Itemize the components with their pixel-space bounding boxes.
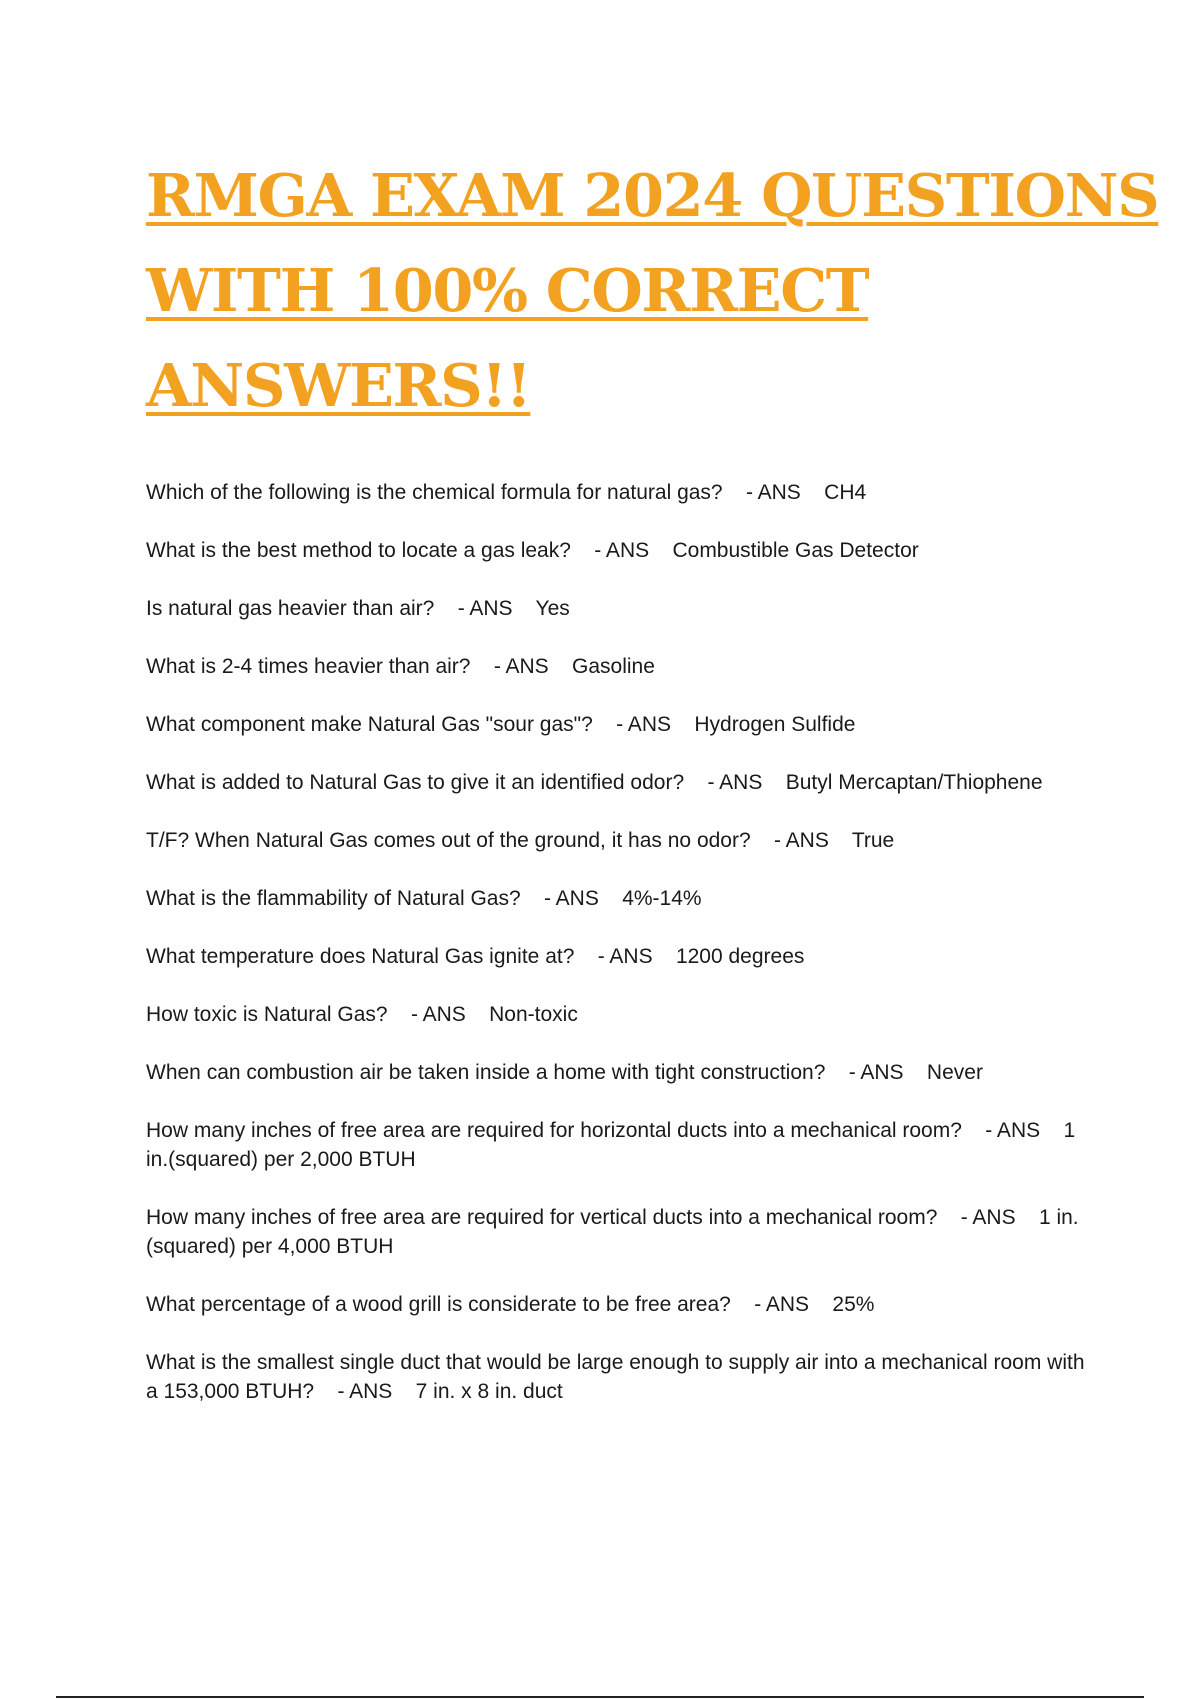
answer-text: Yes — [535, 597, 570, 620]
answer-text: 7 in. x 8 in. duct — [415, 1380, 563, 1403]
title-text: ANSWERS!! — [146, 351, 531, 420]
question-text: Is natural gas heavier than air? — [146, 597, 435, 620]
question-text: What temperature does Natural Gas ignite at? — [146, 945, 575, 968]
title-line — [146, 338, 1106, 433]
question-text: What is the smallest single duct that would be large enough to supply air into a mechanical room with a 153,000 BTUH? — [146, 1351, 1085, 1403]
qa-item — [146, 768, 1086, 797]
answer-marker: - ANS — [337, 1380, 393, 1403]
answer-text: Gasoline — [572, 655, 655, 678]
question-answer-list — [146, 478, 1086, 1435]
answer-marker: - ANS — [543, 887, 599, 910]
title-text: RMGA EXAM 2024 QUESTIONS — [146, 161, 1159, 230]
answer-text: 1200 degrees — [675, 945, 805, 968]
answer-marker: - ANS — [848, 1061, 904, 1084]
question-text: How many inches of free area are required for vertical ducts into a mechanical room? — [146, 1206, 938, 1229]
answer-text: True — [851, 829, 895, 852]
question-text: How toxic is Natural Gas? — [146, 1003, 388, 1026]
question-text: When can combustion air be taken inside a home with tight construction? — [146, 1061, 826, 1084]
answer-text: Non-toxic — [489, 1003, 578, 1026]
question-text: T/F? When Natural Gas comes out of the ground, it has no odor? — [146, 829, 751, 852]
title-line — [146, 243, 1106, 338]
qa-item — [146, 1348, 1086, 1406]
qa-item — [146, 1203, 1086, 1261]
qa-item — [146, 1000, 1086, 1029]
qa-item — [146, 1290, 1086, 1319]
answer-text: 1 in.(squared) per 2,000 BTUH — [146, 1119, 1076, 1171]
document-title — [146, 148, 1159, 433]
answer-marker: - ANS — [594, 539, 650, 562]
qa-item — [146, 1116, 1086, 1174]
qa-item — [146, 652, 1086, 681]
answer-marker: - ANS — [410, 1003, 466, 1026]
answer-text: Never — [926, 1061, 983, 1084]
question-text: What is the flammability of Natural Gas? — [146, 887, 521, 910]
answer-marker: - ANS — [707, 771, 763, 794]
qa-item — [146, 884, 1086, 913]
answer-text: 4%-14% — [622, 887, 702, 910]
answer-marker: - ANS — [745, 481, 801, 504]
qa-item — [146, 478, 1086, 507]
qa-item — [146, 826, 1086, 855]
answer-text: 1 in. (squared) per 4,000 BTUH — [146, 1206, 1079, 1258]
footer-divider — [56, 1696, 1144, 1698]
qa-item — [146, 710, 1086, 739]
question-text: Which of the following is the chemical formula for natural gas? — [146, 481, 723, 504]
title-line — [146, 148, 1159, 243]
answer-text: Combustible Gas Detector — [672, 539, 919, 562]
question-text: What is the best method to locate a gas leak? — [146, 539, 571, 562]
title-text: WITH 100% CORRECT — [146, 256, 869, 325]
answer-marker: - ANS — [754, 1293, 810, 1316]
answer-marker: - ANS — [616, 713, 671, 736]
question-text: What is added to Natural Gas to give it an identified odor? — [146, 771, 685, 794]
question-text: How many inches of free area are required for horizontal ducts into a mechanical room? — [146, 1119, 962, 1142]
answer-text: Hydrogen Sulfide — [694, 713, 856, 736]
answer-marker: - ANS — [597, 945, 653, 968]
qa-item — [146, 594, 1086, 623]
answer-marker: - ANS — [493, 655, 549, 678]
answer-text: 25% — [832, 1293, 875, 1316]
question-text: What component make Natural Gas "sour gas"? — [146, 713, 593, 736]
answer-text: CH4 — [824, 481, 867, 504]
answer-marker: - ANS — [774, 829, 829, 852]
answer-marker: - ANS — [985, 1119, 1041, 1142]
answer-text: Butyl Mercaptan/Thiophene — [785, 771, 1043, 794]
qa-item — [146, 942, 1086, 971]
qa-item — [146, 536, 1086, 565]
answer-marker: - ANS — [960, 1206, 1016, 1229]
answer-marker: - ANS — [457, 597, 513, 620]
qa-item — [146, 1058, 1086, 1087]
question-text: What percentage of a wood grill is considerate to be free area? — [146, 1293, 731, 1316]
question-text: What is 2-4 times heavier than air? — [146, 655, 471, 678]
